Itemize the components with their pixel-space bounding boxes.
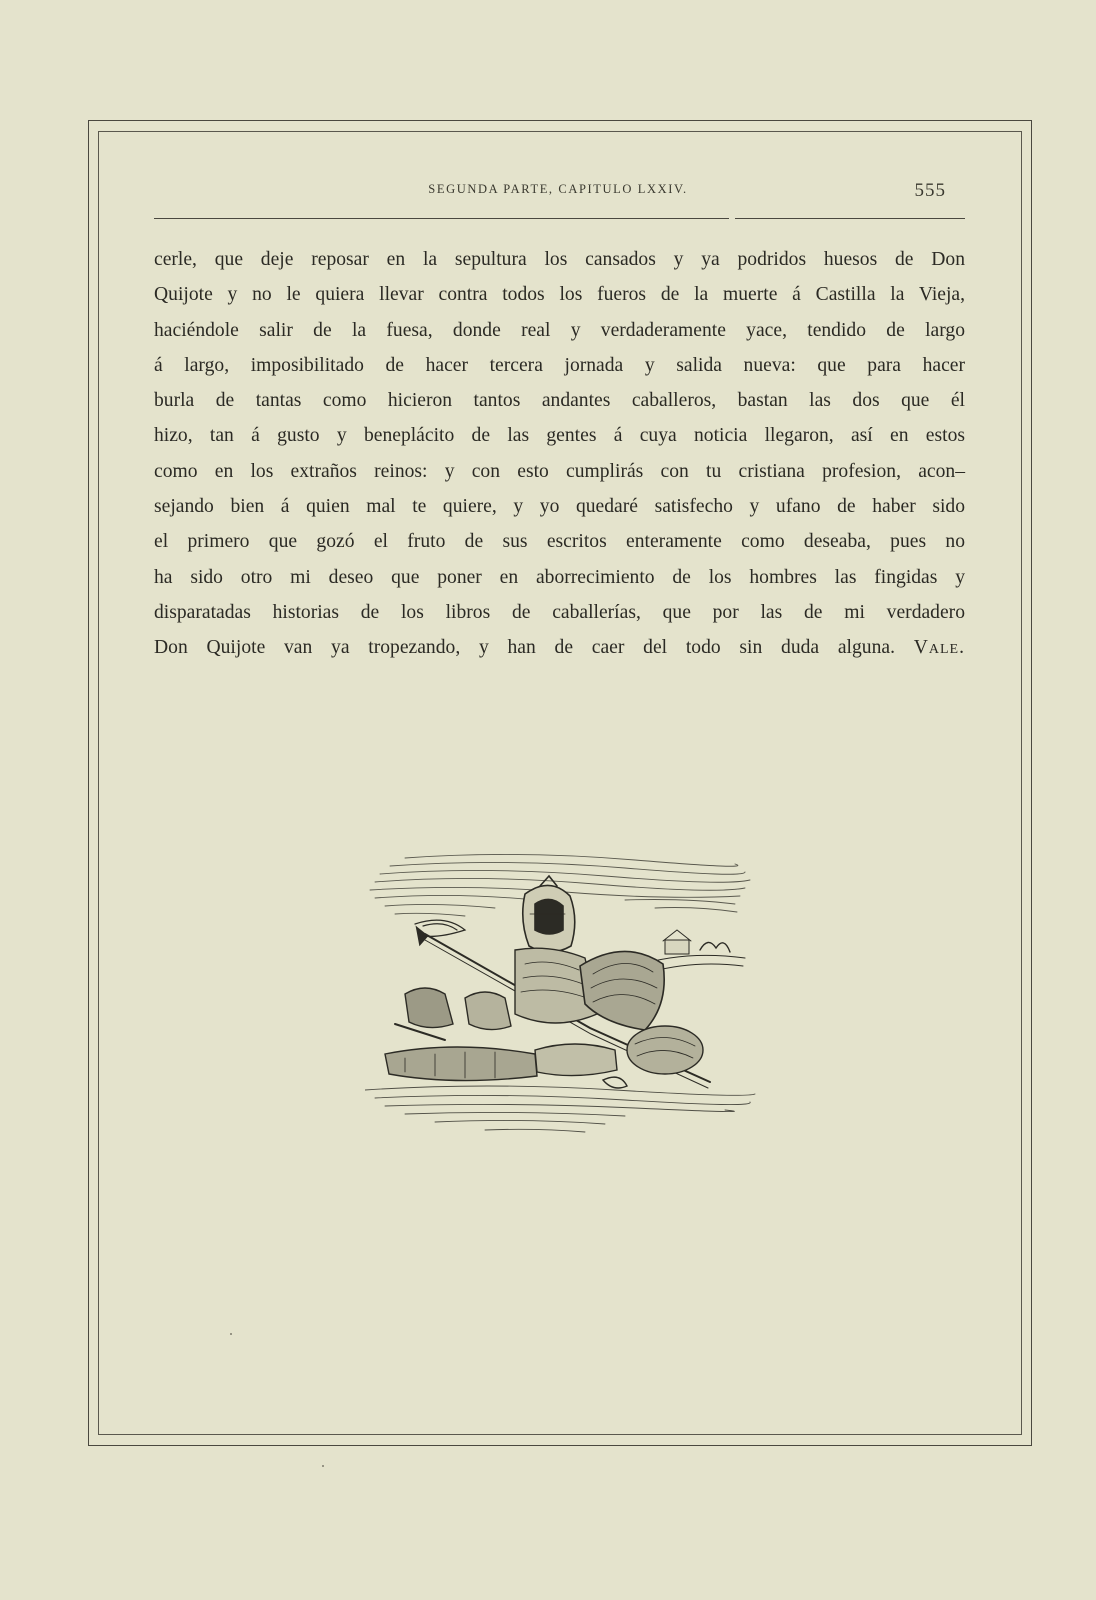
header-rule-right (735, 218, 965, 219)
text-line: cerle, que deje reposar en la sepultura los cansados y ya podridos huesos de Don (154, 249, 965, 270)
body-text (154, 242, 965, 666)
text-line: burla de tantas como hicieron tantos andantes caballeros, bastan las dos que él (154, 390, 965, 412)
text-line: el primero que gozó el fruto de sus escritos enteramente como deseaba, pues no (154, 531, 965, 553)
ground-hatching (365, 1086, 755, 1132)
paper-speck (230, 1333, 232, 1335)
gauntlets (395, 988, 511, 1040)
page-number: 555 (914, 180, 946, 201)
text-line: haciéndole salir de la fuesa, donde real y verdaderamente yace, tendido de largo (154, 319, 965, 341)
armor-vignette-illustration (365, 854, 765, 1134)
text-line: Quijote y no le quiera llevar contra todos los fueros de la muerte á Castilla la Vieja, (154, 284, 965, 306)
running-title: SEGUNDA PARTE, CAPITULO LXXIV. (428, 182, 688, 196)
header-rule-left (154, 218, 729, 219)
text-line: ha sido otro mi deseo que poner en aborrecimiento de los hombres las fingidas y (154, 566, 965, 588)
text-line: hizo, tan á gusto y beneplácito de las gentes á cuya noticia llegaron, así en estos (154, 425, 965, 447)
text-line: disparatadas historias de los libros de caballerías, que por las de mi verdadero (154, 601, 965, 623)
closing-word: Vale. (913, 637, 965, 659)
helmet (523, 876, 575, 952)
text-line: á largo, imposibilitado de hacer tercera jornada y salida nueva: que para hacer (154, 354, 965, 376)
text-line: como en los extraños reinos: y con esto cumplirás con tu cristiana profesion, acon– (154, 460, 965, 482)
running-head (150, 178, 966, 208)
last-line-text: Don Quijote van ya tropezando, y han de caer del todo sin duda alguna. (154, 637, 895, 659)
text-line: sejando bien á quien mal te quiere, y yo quedaré satisfecho y ufano de haber sido (154, 496, 965, 518)
leg-armor (385, 1044, 617, 1081)
text-line-last (154, 630, 965, 665)
paper-speck (322, 1465, 324, 1467)
shield (580, 951, 664, 1030)
